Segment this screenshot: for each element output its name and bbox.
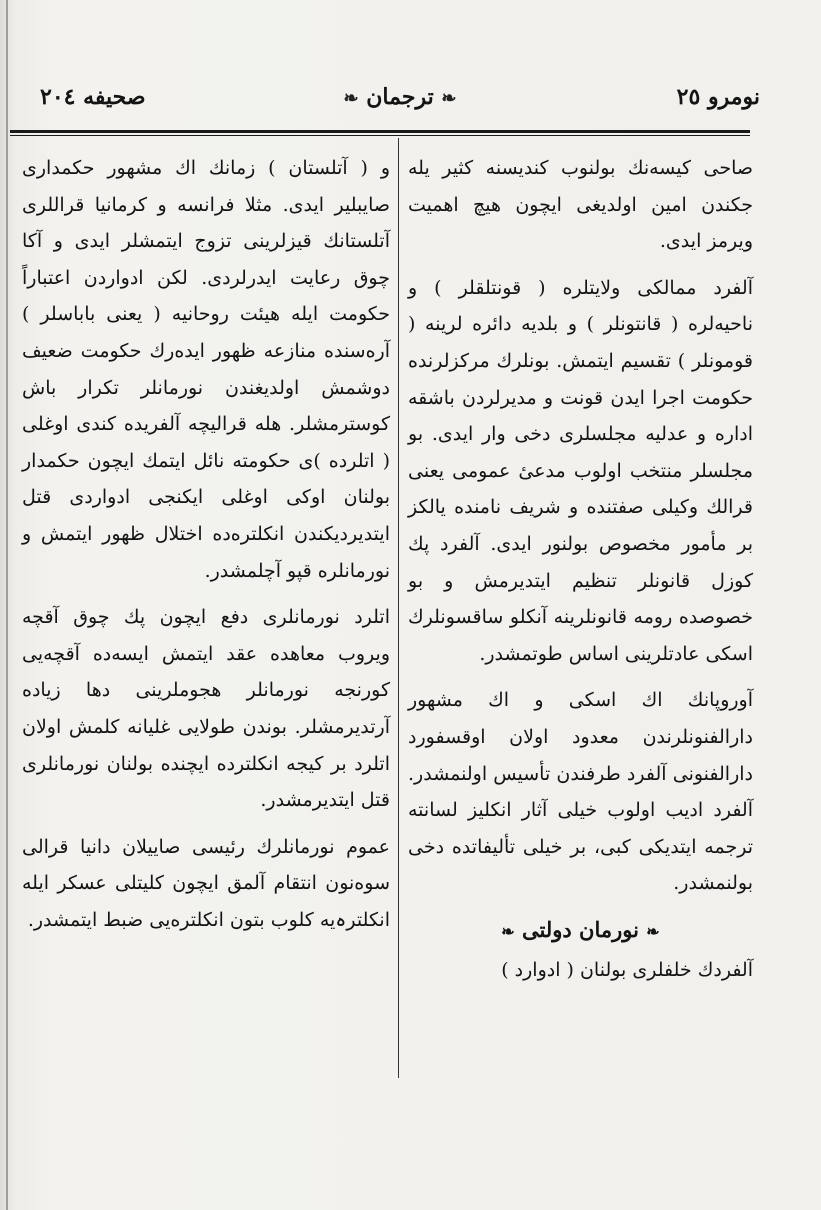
newspaper-title-text: ترجمان [366,84,434,110]
section-heading [408,912,753,951]
page-number: صحيفه ٢٠٤ [40,84,146,110]
paragraph: آوروپانك اك اسکی و اك مشهور دارالفنونلرندن معدود اولان اوقسفورد دارالفنونی آلفرد طرفندن تأسیس اولنمشدر. آلفرد ادیب اولوب خیلی آثار انکلیز لسانته ترجمه ایتدیکی کبی، بر خیلی تألیفاتده دخی بولنمشدر. [408,689,753,895]
issue-number: نومرو ٢٥ [676,84,760,110]
paragraph: آلفرد‌ك خلفلری بولنان ( ادوارد ) [501,959,753,982]
ornament-icon: ❧ [441,88,457,109]
left-column [22,150,390,948]
ornament-icon: ❧ [343,88,359,109]
newspaper-title [320,84,480,110]
paragraph: صاحی کیسه‌نك بولنوب کندیسنه کثیر یله جکندن امین اولدیغی ایچون هیچ اهمیت ویرمز ایدی. [408,157,753,253]
page-edge [6,0,8,1210]
page-header [20,80,800,120]
ornament-icon: ❧ [646,921,660,941]
right-column [408,150,753,999]
paragraph: آلفرد ممالکی ولایتلره ( قونتلقلر ) و ناحیه‌لره ( قانتونلر ) و بلدیه دائره لرینه ( قومونلر ) تقسیم ایتمش. بونلرك مرکزلرنده حکومت اجرا ایدن قونت و مدیرلردن باشقه اداره و عدلیه مجلسلری دخی وار ایدی. بو مجلسلر منتخب اولوب مدعیٔ عمومی یعنی قرالك وکیلی صفتنده و شریف نامنده یالکز بر مأمور مخصوص بولنور ایدی. آلفرد پك کوزل قانونلر تنظیم ایتدیرمش و بو خصوصده رومه قانونلرینه آنکلو ساقسونلرك اسکی عادتلرینی اساس طوتمشدر. [408,276,753,665]
header-rule-thin [10,135,750,136]
ornament-icon: ❧ [501,921,515,941]
paragraph: عموم نورمانلرك رئیسی صاییلان دانیا قرالی سوه‌نون انتقام آلمق ایچون کلیتلی عسکر ایله انکلترہ‌یه کلوب بتون انکلتره‌یی ضبط ایتمشدر. [22,835,390,931]
section-heading-text: نورمان دولتی [522,916,639,942]
header-rule [10,130,750,133]
paragraph: و ( آتلستان ) زمانك اك مشهور حکمداری صایبلیر ایدی. مثلا فرانسه و کرمانیا قراللری آتلستانك قیزلرینی تزوج ایتمشلر ایدی و آکا چوق رعایت ایدرلردی. لکن ادواردن اعتباراً حکومت ایله هیئت روحانیه ( یعنی باباسلر ) آره‌سنده منازعه ظهور ایده‌رك حکومت ضعیف دوشمش اولدیغندن نورمانلر تکرار باش کوسترمشلر. هله قرالیچه آلفریده کندی اوغلی ( اتلرده )ی حکومته نائل ایتمك ایچون حکمدار بولنان اوکی اوغلی ایکنجی ادواردی قتل ایتدیردیکندن انکلتره‌ده اختلال ظهور ایتمش و نورمانلره قپو آچلمشدر. [22,157,390,582]
paragraph: اتلرد نورمانلری دفع ایچون پك چوق آقچه ویروب معاهده عقد ایتمش ایسه‌ده آقچه‌یی کورنجه نورمانلر هجوملرینی دها زیاده آرتدیرمشلر. بوندن طولایی غلیانه کلمش اولان اتلرد بر کیجه انکلترده ایچنده بولنان نورمانلری قتل ایتدیرمشدر. [22,606,390,812]
column-divider [398,138,399,1078]
